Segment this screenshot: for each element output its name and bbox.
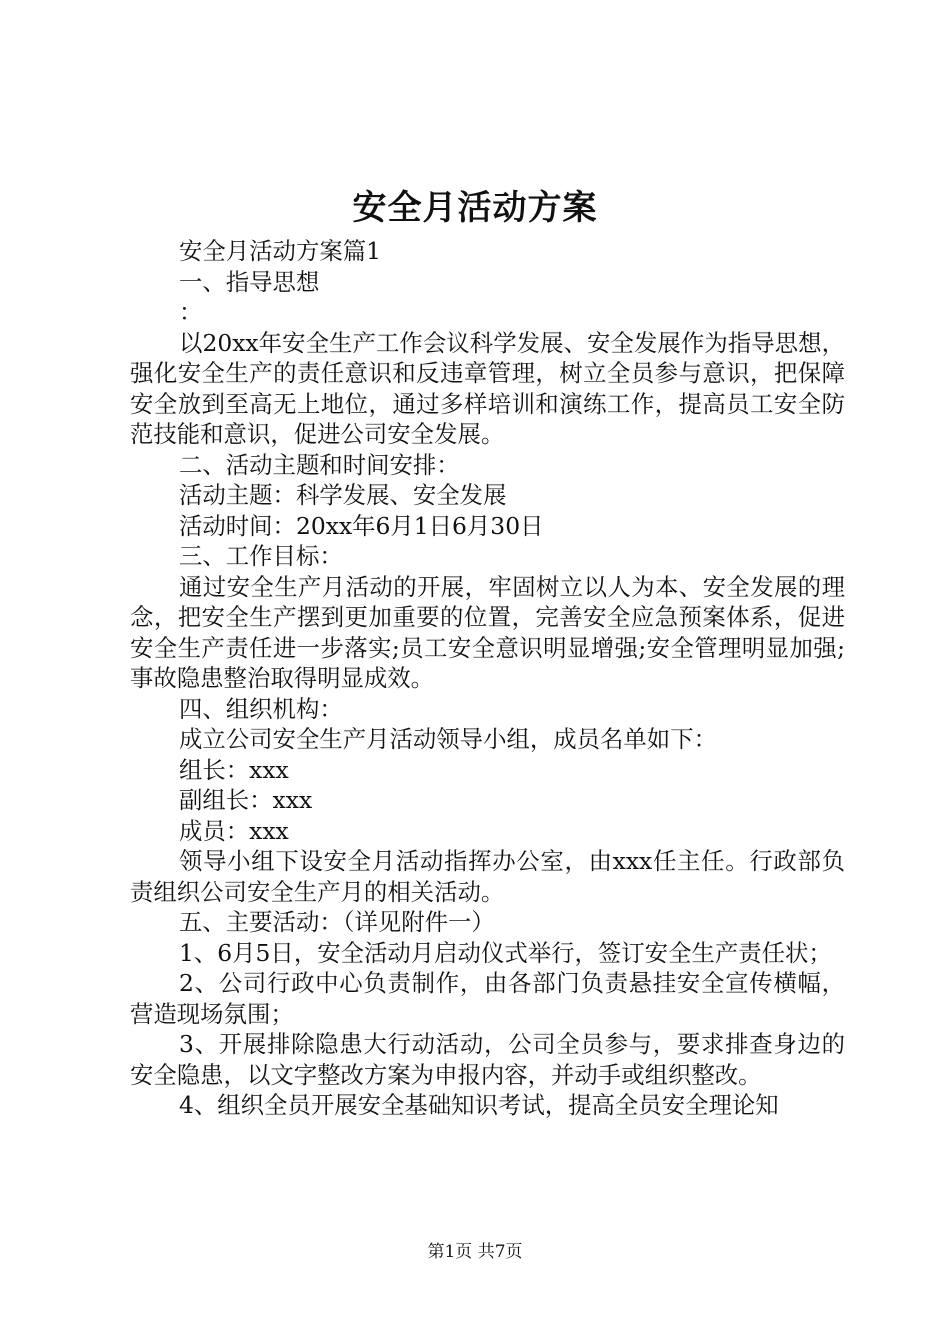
section-heading: 一、指导思想 [179, 267, 320, 296]
section-heading: 安全月活动方案篇1 [179, 237, 382, 265]
paragraph: 通过安全生产月活动的开展，牢固树立以人为本、安全发展的理念，把安全生产摆到更加重要的位置，完善安全应急预案体系，促进安全生产责任进一步落实;员工安全意识明显增强;安全管理明显加强;事故隐患整治取得明显成效。 [130, 572, 845, 692]
paragraph: 活动主题：科学发展、安全发展 [179, 481, 507, 509]
section-heading: 三、工作目标： [179, 542, 343, 570]
paragraph: 副组长：xxx [179, 786, 313, 814]
section-heading: 二、活动主题和时间安排： [179, 450, 460, 479]
document-title: 安全月活动方案 [352, 188, 598, 228]
list-item: 2、公司行政中心负责制作，由各部门负责悬挂安全宣传横幅，营造现场氛围； [130, 969, 845, 1028]
list-item: 4、组织全员开展安全基础知识考试，提高全员安全理论知 [179, 1091, 779, 1119]
paragraph: 以20xx年安全生产工作会议科学发展、安全发展作为指导思想，强化安全生产的责任意识和反违章管理，树立全员参与意识，把保障安全放到至高无上地位，通过多样培训和演练工作，提高员工安全防范技能和意识，促进公司安全发展。 [130, 328, 845, 448]
paragraph: 活动时间：20xx年6月1日6月30日 [179, 511, 544, 540]
list-item: 3、开展排除隐患大行动活动，公司全员参与，要求排查身边的安全隐患，以文字整改方案为申报内容，并动手或组织整改。 [130, 1030, 845, 1089]
paragraph: 领导小组下设安全月活动指挥办公室，由xxx任主任。行政部负责组织公司安全生产月的相关活动。 [130, 847, 845, 906]
list-item: 1、6月5日，安全活动月启动仪式举行，签订安全生产责任状； [179, 938, 832, 967]
paragraph: ： [179, 298, 203, 326]
section-heading: 五、主要活动：（详见附件一） [179, 908, 495, 936]
section-heading: 四、组织机构： [179, 694, 343, 723]
paragraph: 成立公司安全生产月活动领导小组，成员名单如下： [179, 725, 717, 753]
page-number: 第1页 共7页 [427, 1242, 523, 1262]
document-body [130, 236, 845, 1121]
paragraph: 成员：xxx [179, 816, 289, 845]
paragraph: 组长：xxx [179, 755, 289, 784]
